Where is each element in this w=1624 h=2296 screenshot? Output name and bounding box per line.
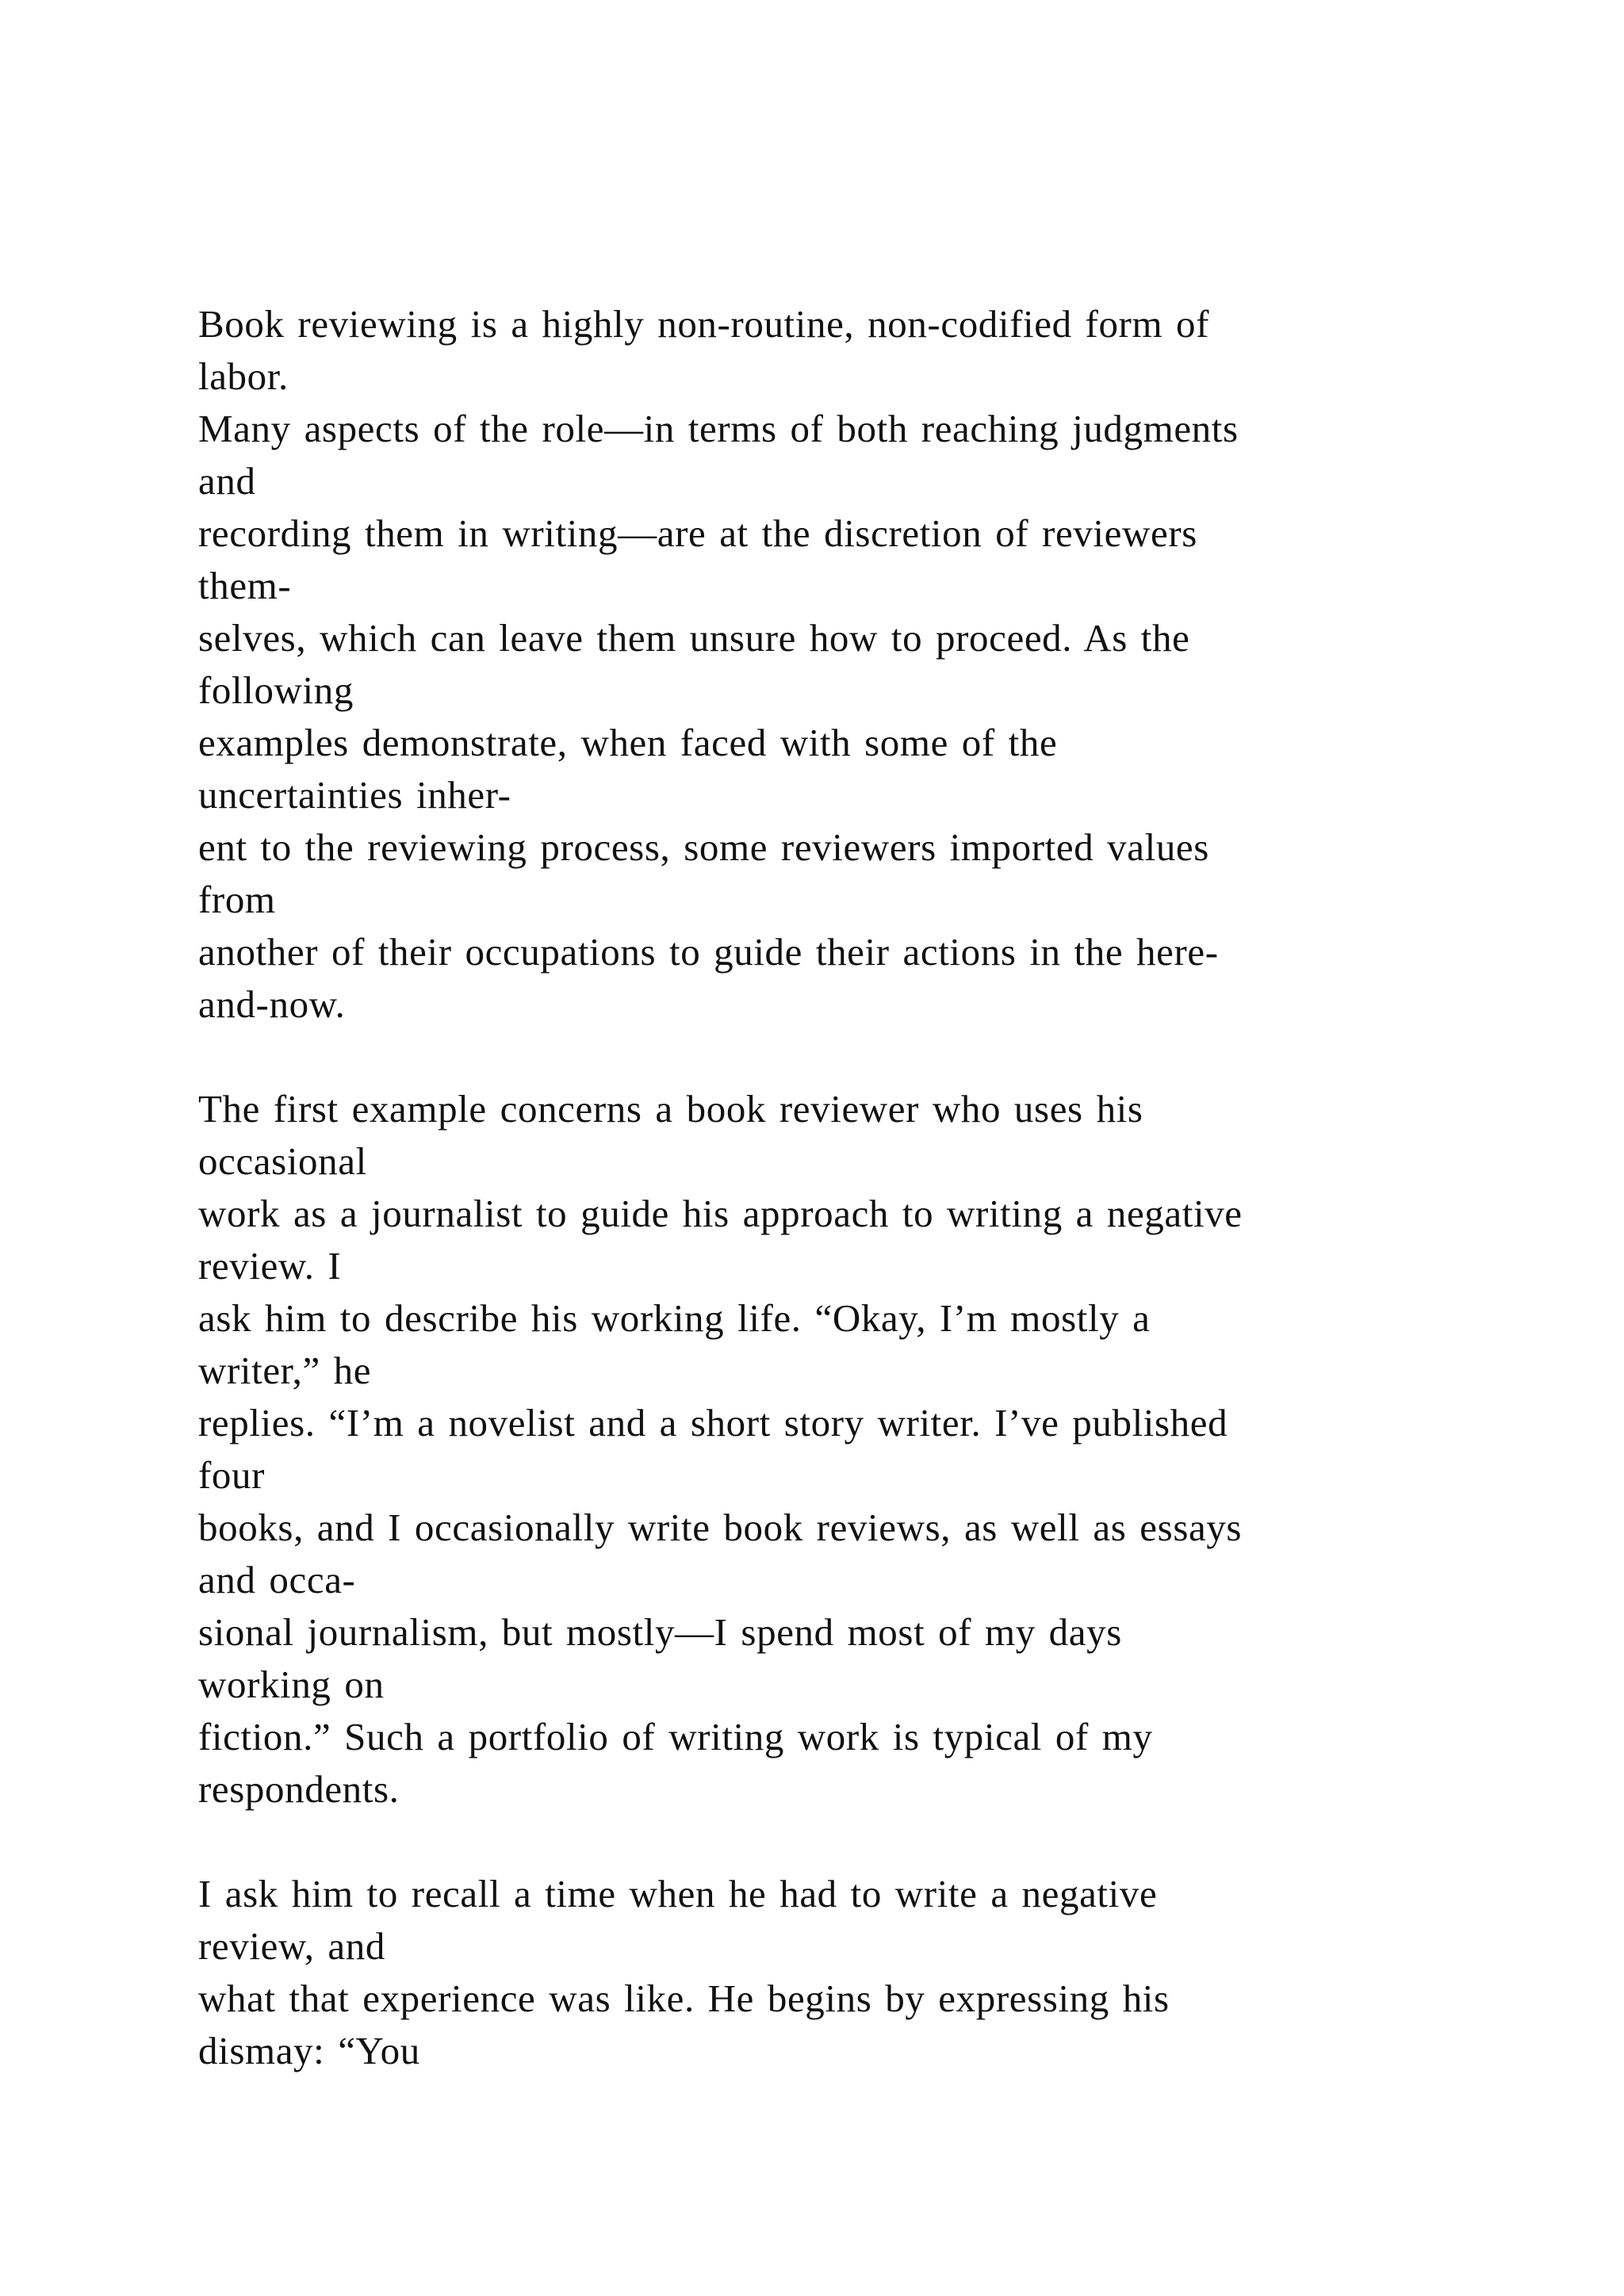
text-line: occasional [198,1139,367,1183]
text-line: and-now. [198,982,346,1026]
text-line: review. I [198,1244,342,1288]
text-line: dismay: “You [198,2029,420,2072]
text-line: examples demonstrate, when faced with some of the [198,721,1058,764]
text-line: ent to the reviewing process, some reviewers imported values [198,825,1209,869]
text-line: labor. [198,354,289,398]
paragraph-1 [198,298,1499,1031]
text-line: replies. “I’m a novelist and a short story writer. I’ve published [198,1401,1228,1445]
text-line: working on [198,1663,385,1706]
text-line: books, and I occasionally write book reviews, as well as essays [198,1506,1243,1549]
text-line: writer,” he [198,1349,372,1392]
text-line: sional journalism, but mostly—I spend most of my days [198,1610,1122,1654]
text-line: review, and [198,1924,385,1968]
text-line: selves, which can leave them unsure how to proceed. As the [198,616,1190,660]
text-line: The first example concerns a book reviewer who uses his [198,1087,1143,1131]
text-line: from [198,878,276,921]
text-line: what that experience was like. He begins by expressing his [198,1976,1170,2020]
text-line: four [198,1453,266,1497]
text-line: and [198,459,256,503]
text-line: respondents. [198,1767,400,1811]
paragraph-gap [198,1816,1499,1868]
text-line: following [198,668,354,712]
text-line: another of their occupations to guide their actions in the here- [198,930,1219,974]
text-line: them- [198,564,292,607]
text-line: recording them in writing—are at the discretion of reviewers [198,511,1197,555]
paragraph-3 [198,1868,1499,2077]
text-line: fiction.” Such a portfolio of writing work is typical of my [198,1715,1153,1758]
text-line: and occa- [198,1558,356,1601]
text-line: work as a journalist to guide his approach to writing a negative [198,1192,1243,1235]
text-line: ask him to describe his working life. “Okay, I’m mostly a [198,1296,1151,1340]
body-text [198,298,1499,2077]
text-line: I ask him to recall a time when he had to write a negative [198,1872,1158,1915]
paragraph-2 [198,1083,1499,1816]
text-line: uncertainties inher- [198,773,511,817]
text-line: Many aspects of the role—in terms of both reaching judgments [198,407,1239,450]
paragraph-gap [198,1031,1499,1083]
text-line: Book reviewing is a highly non-routine, non-codified form of [198,302,1210,346]
